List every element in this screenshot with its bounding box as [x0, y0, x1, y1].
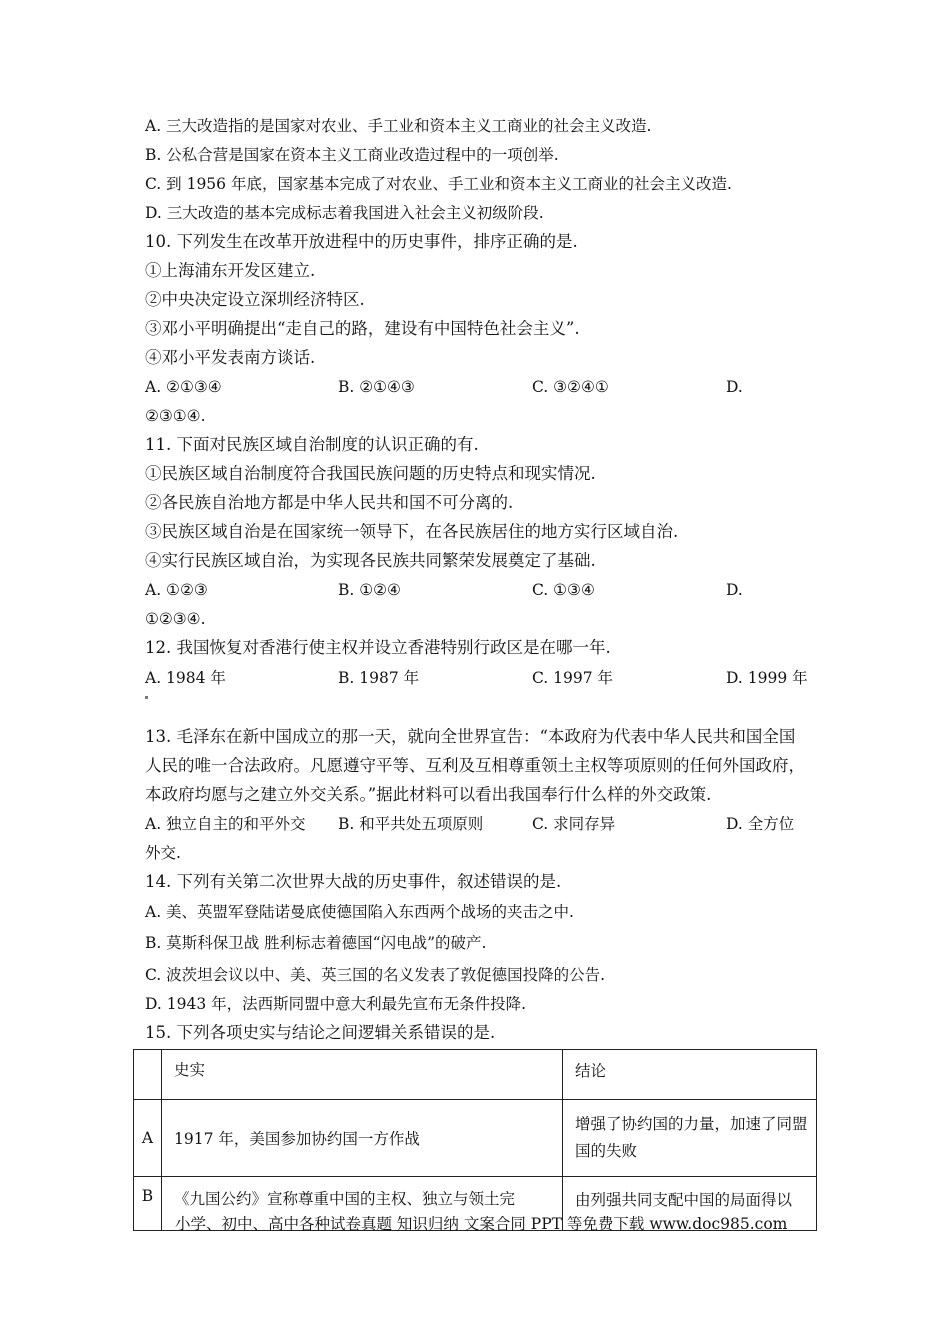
- q14-stem: 14. 下列有关第二次世界大战的历史事件，叙述错误的是.: [145, 872, 562, 891]
- q11-item-1: ①民族区域自治制度符合我国民族问题的历史特点和现实情况.: [145, 464, 596, 483]
- q10-option-a: A. ②①③④: [145, 378, 222, 396]
- page-footer: 小学、初中、高中各种试卷真题 知识归纳 文案合同 PPT 等免费下载 www.doc985.com: [175, 1215, 788, 1233]
- q12-stem: 12. 我国恢复对香港行使主权并设立香港特别行政区是在哪一年.: [145, 638, 611, 657]
- q11-option-d: D.: [726, 581, 743, 599]
- q9-option-c: C. 到 1956 年底，国家基本完成了对农业、手工业和资本主义工商业的社会主义改造.: [145, 175, 732, 193]
- q10-item-4: ④邓小平发表南方谈话.: [145, 348, 316, 367]
- q13-stem-line-1: 13. 毛泽东在新中国成立的那一天，就向全世界宣告：“本政府为代表中华人民共和国全国: [145, 727, 796, 746]
- row-label: A: [134, 1100, 162, 1177]
- q13-option-d: D. 全方位: [726, 815, 795, 833]
- q10-item-2: ②中央决定设立深圳经济特区.: [145, 290, 365, 309]
- header-fact: 史实: [162, 1050, 563, 1100]
- header-conclusion: 结论: [563, 1050, 817, 1100]
- q11-item-4: ④实行民族区域自治，为实现各民族共同繁荣发展奠定了基础.: [145, 551, 596, 570]
- q10-option-c: C. ③②④①: [532, 378, 609, 396]
- q11-option-d-wrap: ①②③④.: [145, 610, 206, 628]
- q10-option-d-wrap: ②③①④.: [145, 407, 206, 425]
- q11-option-a: A. ①②③: [145, 581, 208, 599]
- q12-option-c: C. 1997 年: [532, 669, 614, 687]
- q10-item-3: ③邓小平明确提出“走自己的路，建设有中国特色社会主义”.: [145, 319, 580, 338]
- q10-option-b: B. ②①④③: [338, 378, 415, 396]
- q11-item-2: ②各民族自治地方都是中华人民共和国不可分离的.: [145, 493, 514, 512]
- q13-stem-line-2: 人民的唯一合法政府。凡愿遵守平等、互利及互相尊重领土主权等项原则的任何外国政府，: [145, 756, 805, 775]
- q11-item-3: ③民族区域自治是在国家统一领导下，在各民族居住的地方实行区域自治.: [145, 522, 679, 541]
- q12-option-a: A. 1984 年: [145, 669, 226, 687]
- q9-option-d: D. 三大改造的基本完成标志着我国进入社会主义初级阶段.: [145, 204, 544, 222]
- q14-option-b: B. 莫斯科保卫战 胜利标志着德国“闪电战”的破产.: [145, 934, 487, 952]
- q13-option-d-wrap: 外交.: [145, 844, 181, 862]
- stray-mark: [145, 696, 148, 699]
- row-fact: 《九国公约》宣称尊重中国的主权、独立与领土完: [162, 1177, 563, 1231]
- q9-option-b: B. 公私合营是国家在资本主义工商业改造过程中的一项创举.: [145, 146, 559, 164]
- q14-option-d: D. 1943 年，法西斯同盟中意大利最先宣布无条件投降.: [145, 995, 527, 1013]
- q14-option-c: C. 波茨坦会议以中、美、英三国的名义发表了敦促德国投降的公告.: [145, 966, 606, 984]
- q11-stem: 11. 下面对民族区域自治制度的认识正确的有.: [145, 435, 479, 454]
- table-row: [134, 1100, 817, 1177]
- row-label: B: [134, 1177, 162, 1231]
- q11-option-b: B. ①②④: [338, 581, 401, 599]
- q13-stem-line-3: 本政府均愿与之建立外交关系。”据此材料可以看出我国奉行什么样的外交政策.: [145, 785, 712, 804]
- header-label-cell: [134, 1050, 162, 1100]
- q14-option-a: A. 美、英盟军登陆诺曼底使德国陷入东西两个战场的夹击之中.: [145, 903, 574, 921]
- q12-option-b: B. 1987 年: [338, 669, 420, 687]
- q10-option-d: D.: [726, 378, 743, 396]
- q13-option-a: A. 独立自主的和平外交: [145, 815, 306, 833]
- q10-stem: 10. 下列发生在改革开放进程中的历史事件，排序正确的是.: [145, 232, 578, 251]
- row-fact: 1917 年，美国参加协约国一方作战: [162, 1100, 563, 1177]
- row-conclusion: 增强了协约国的力量，加速了同盟国的失败: [563, 1100, 817, 1177]
- q11-option-c: C. ①③④: [532, 581, 595, 599]
- q15-table: [133, 1049, 817, 1231]
- table-header-row: [134, 1050, 817, 1100]
- q10-item-1: ①上海浦东开发区建立.: [145, 261, 316, 280]
- q12-option-d: D. 1999 年: [726, 669, 808, 687]
- row-conclusion: 由列强共同支配中国的局面得以: [563, 1177, 817, 1231]
- q13-option-c: C. 求同存异: [532, 815, 616, 833]
- q9-option-a: A. 三大改造指的是国家对农业、手工业和资本主义工商业的社会主义改造.: [145, 117, 652, 135]
- q13-option-b: B. 和平共处五项原则: [338, 815, 484, 833]
- q15-stem: 15. 下列各项史实与结论之间逻辑关系错误的是.: [145, 1023, 496, 1042]
